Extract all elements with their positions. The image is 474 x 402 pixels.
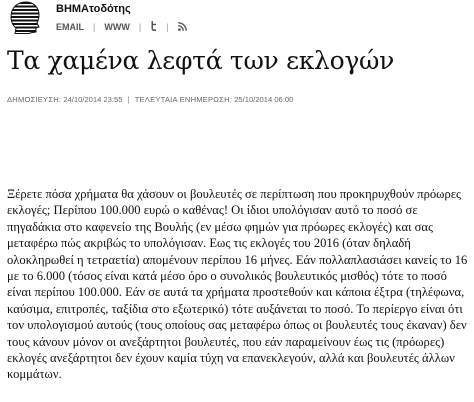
header-nav bbox=[56, 21, 187, 33]
site-name[interactable]: ΒΗΜΑτοδότης bbox=[56, 3, 131, 15]
article-meta bbox=[7, 95, 293, 104]
article-body: Ξέρετε πόσα χρήματα θα χάσουν οι βουλευτές σε περίπτωση που προκηρυχθούν πρόωρες εκλογές; Περίπου 100.000 ευρώ ο καθένας! Οι ίδιοι υπολόγισαν αυτό το ποσό σε πηγαδάκια στο καφενείο της Βουλής (εν μέσω φημών για πρόωρες εκλογές) και σας μεταφέρω πώς ακριβώς το υπολόγισαν. Εως τις εκλογές του 2016 (όταν δηλαδή ολοκληρωθεί η τετραετία) απομένουν περίπου 16 μήνες. Εάν πολλαπλασιάσει κανείς το 16 με το 6.000 (τόσος είναι κατά μέσο όρο ο συνολικός βουλευτικός μισθός) τότε το ποσό είναι περίπου 100.000. Εάν σε αυτά τα χρήματα προστεθούν και κάποια έξτρα (τηλέφωνα, καύσιμα, επιτροπές, ταξίδια στο εξωτερικό) τότε αυξάνεται το ποσό. Το περίεργο είναι ότι τον υπολογισμού αυτούς (τους οποίους σας μεταφέρω όπως οι βουλευτές τους έκαναν) δεν τους κάνουν μόνον οι ανεξάρτητοι βουλευτές, που εάν παραμείνουν έως τις (πρόωρες) εκλογές ανεξάρτητοι δεν έχουν καμία τύχη να επανεκλεγούν, αλλά και βουλευτές άλλων κομμάτων. bbox=[7, 187, 468, 382]
profile-head-logo-icon[interactable] bbox=[6, 1, 42, 34]
article-title: Τα χαμένα λεφτά των εκλογών bbox=[7, 46, 394, 75]
nav-divider: | bbox=[166, 22, 169, 32]
updated-date: 25/10/2014 06:00 bbox=[234, 95, 294, 104]
twitter-icon[interactable] bbox=[150, 21, 157, 33]
www-link[interactable]: WWW bbox=[104, 22, 130, 32]
meta-divider: | bbox=[127, 95, 130, 104]
email-link[interactable]: EMAIL bbox=[56, 22, 84, 32]
published-label: ΔΗΜΟΣΙΕΥΣΗ: bbox=[7, 95, 62, 104]
nav-divider: | bbox=[138, 22, 142, 32]
updated-label: ΤΕΛΕΥΤΑΙΑ ΕΝΗΜΕΡΩΣΗ: bbox=[134, 95, 233, 104]
published-date: 24/10/2014 23:55 bbox=[63, 95, 123, 104]
site-header bbox=[0, 0, 474, 36]
nav-divider: | bbox=[93, 22, 96, 32]
rss-icon[interactable] bbox=[178, 22, 187, 33]
